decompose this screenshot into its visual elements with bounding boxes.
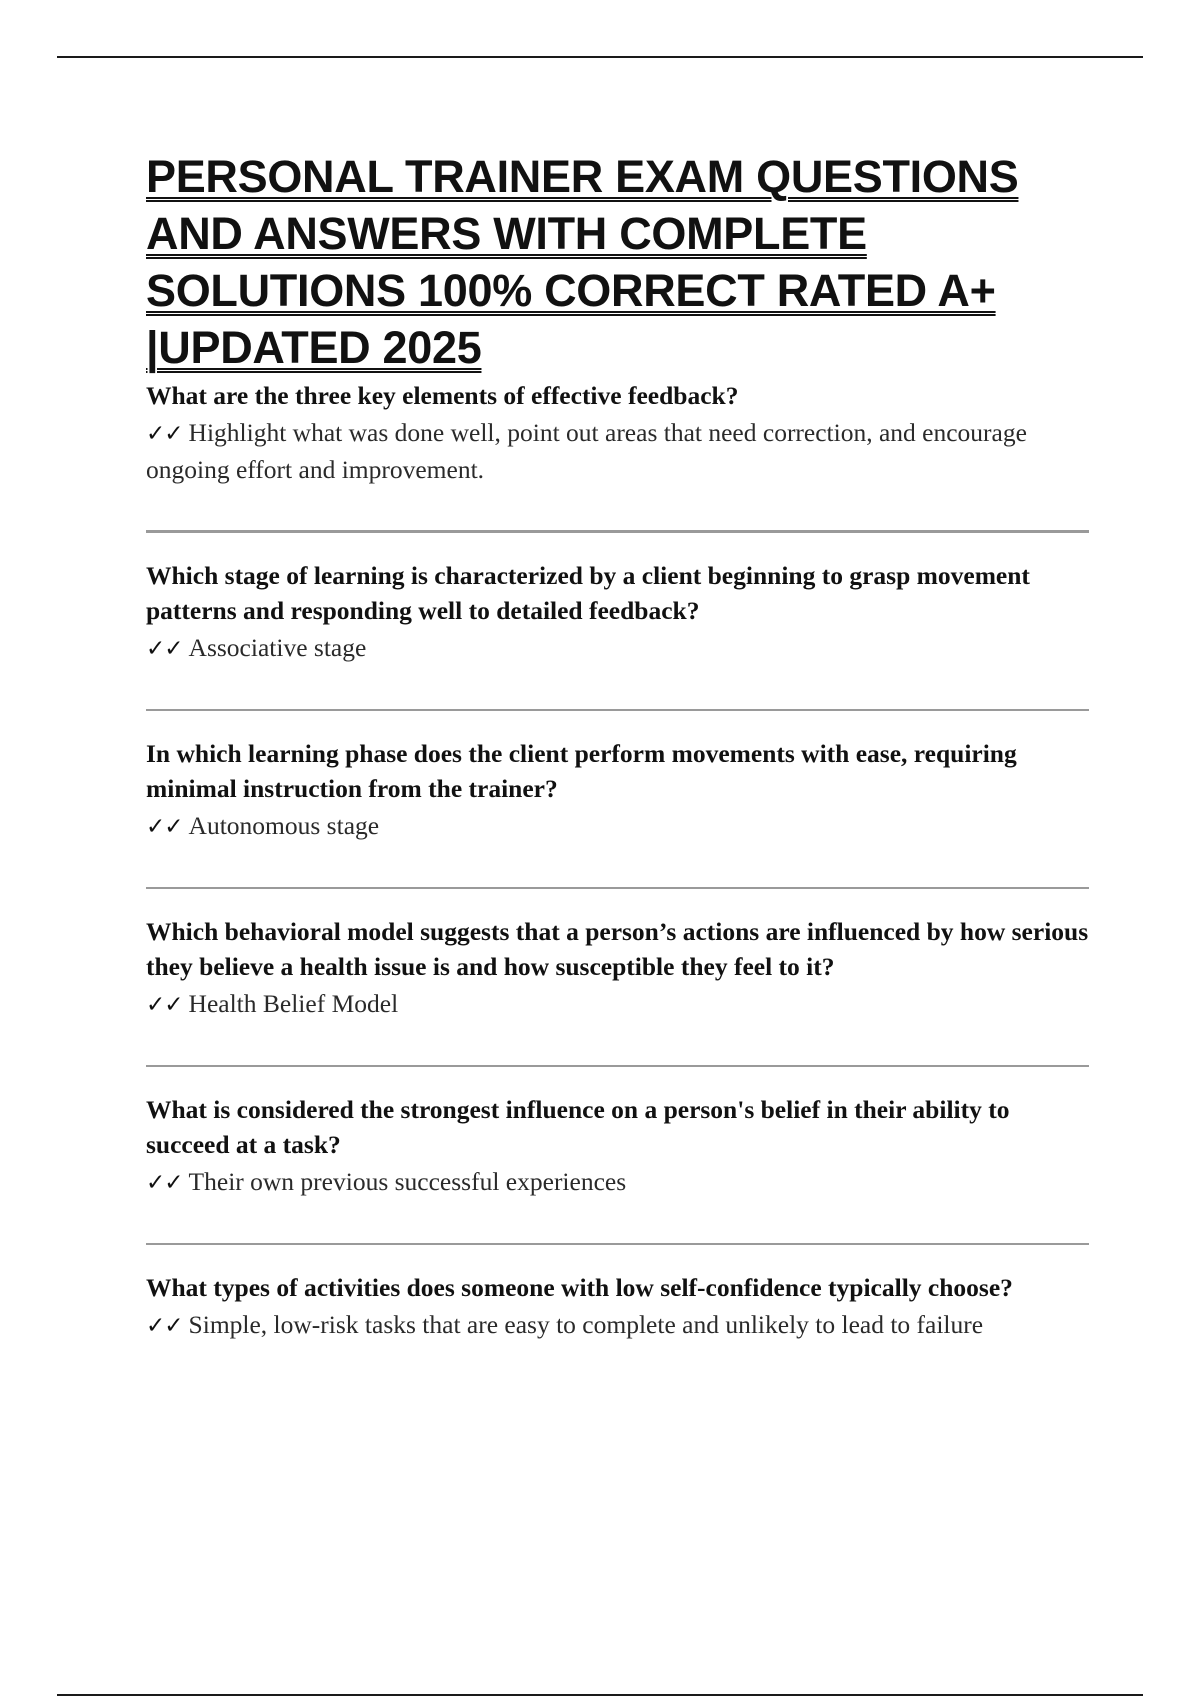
- answer-value: Highlight what was done well, point out areas that need correction, and encourage ongoing effort and improvement.: [146, 418, 1027, 484]
- document-body: [146, 148, 1089, 1344]
- answer-value: Simple, low-risk tasks that are easy to complete and unlikely to lead to failure: [188, 1310, 984, 1339]
- answer-value: Associative stage: [188, 633, 367, 662]
- section-divider: [146, 887, 1089, 889]
- answer-value: Their own previous successful experiences: [188, 1167, 627, 1196]
- page-top-rule: [57, 56, 1143, 58]
- qa-item: [146, 1270, 1089, 1344]
- answer-text: [146, 415, 1089, 488]
- section-divider: [146, 530, 1089, 533]
- section-divider: [146, 709, 1089, 711]
- question-text: What types of activities does someone with low self-confidence typically choose?: [146, 1273, 1013, 1302]
- double-check-icon: ✓✓: [146, 1313, 183, 1339]
- question-text: In which learning phase does the client perform movements with ease, requiring minimal instruction from the trainer?: [146, 739, 1017, 803]
- answer-value: Health Belief Model: [188, 989, 399, 1018]
- document-title: PERSONAL TRAINER EXAM QUESTIONS AND ANSWERS WITH COMPLETE SOLUTIONS 100% CORRECT RATED A+ |UPDATED 2025: [146, 151, 1019, 373]
- double-check-icon: ✓✓: [146, 421, 183, 447]
- question-text: Which behavioral model suggests that a person’s actions are influenced by how serious they believe a health issue is and how susceptible they feel to it?: [146, 917, 1089, 981]
- page-bottom-rule: [57, 1694, 1143, 1696]
- double-check-icon: ✓✓: [146, 992, 183, 1018]
- answer-text: [146, 808, 1089, 845]
- answer-text: [146, 986, 1089, 1023]
- question-text: Which stage of learning is characterized by a client beginning to grasp movement patterns and responding well to detailed feedback?: [146, 561, 1030, 625]
- double-check-icon: ✓✓: [146, 1170, 183, 1196]
- qa-item: [146, 558, 1089, 667]
- qa-item: [146, 914, 1089, 1023]
- qa-item: [146, 378, 1089, 488]
- double-check-icon: ✓✓: [146, 814, 183, 840]
- double-check-icon: ✓✓: [146, 636, 183, 662]
- question-text: What is considered the strongest influence on a person's belief in their ability to succeed at a task?: [146, 1095, 1010, 1159]
- question-text: What are the three key elements of effective feedback?: [146, 381, 739, 410]
- answer-value: Autonomous stage: [188, 811, 380, 840]
- answer-text: [146, 630, 1089, 667]
- answer-text: [146, 1164, 1089, 1201]
- qa-item: [146, 1092, 1089, 1201]
- section-divider: [146, 1243, 1089, 1245]
- qa-item: [146, 736, 1089, 845]
- section-divider: [146, 1065, 1089, 1067]
- answer-text: [146, 1307, 1089, 1344]
